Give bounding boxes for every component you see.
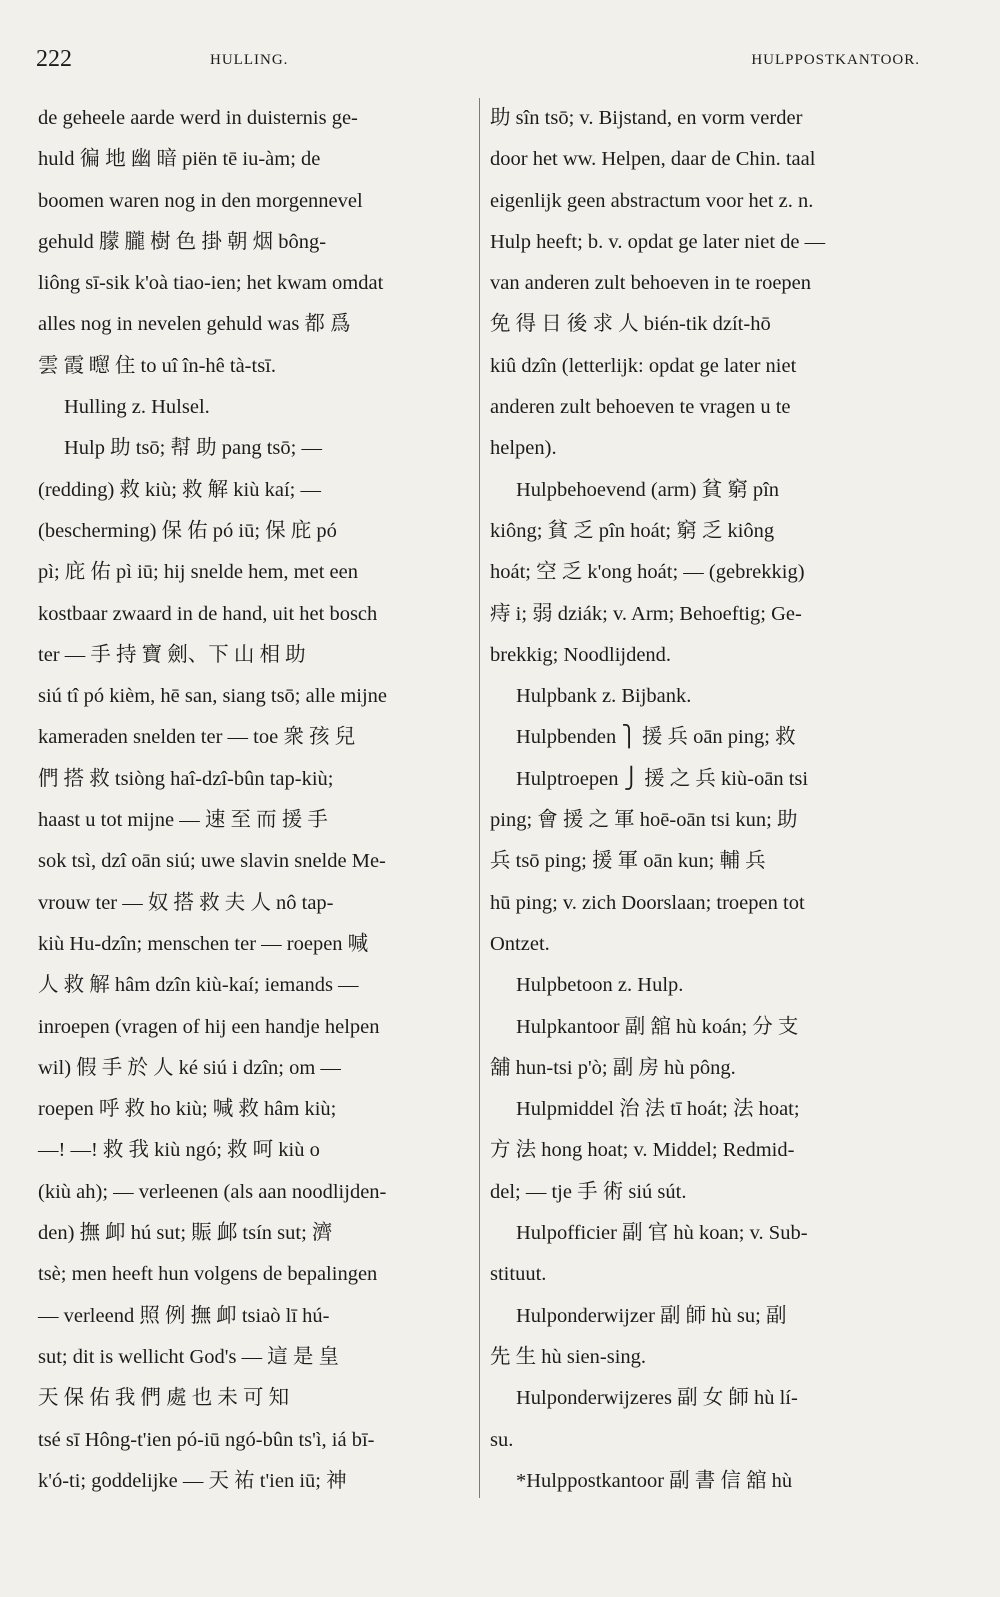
text-line: Hulpbank z. Bijbank.: [516, 685, 692, 708]
text-line: 方 法 hong hoat; v. Middel; Redmid-: [490, 1139, 795, 1162]
text-line: alles nog in nevelen gehuld was 都 爲: [38, 313, 351, 336]
text-line: vrouw ter — 奴 搭 救 夫 人 nô tap-: [38, 891, 334, 914]
text-line: 人 救 解 hâm dzîn kiù-kaí; iemands —: [38, 974, 359, 997]
text-line: (redding) 救 kiù; 救 解 kiù kaí; —: [38, 478, 321, 501]
text-line: 天 保 佑 我 們 處 也 未 可 知: [38, 1387, 290, 1410]
column-divider: [479, 98, 480, 1498]
text-line: de geheele aarde werd in duisternis ge-: [38, 107, 358, 129]
text-line: siú tî pó kièm, hē san, siang tsō; alle mijne: [38, 685, 388, 708]
text-line: kameraden snelden ter — toe 衆 孩 兒: [38, 726, 356, 749]
text-line: haast u tot mijne — 速 至 而 援 手: [38, 809, 328, 832]
right-running-head: HULPPOSTKANTOOR.: [751, 52, 920, 68]
text-line: Ontzet.: [490, 932, 550, 955]
text-line: Hulpbehoevend (arm) 貧 窮 pîn: [516, 478, 780, 501]
text-line: — verleend 照 例 撫 卹 tsiaò lī hú-: [38, 1304, 330, 1327]
page-number: 222: [36, 46, 72, 72]
text-line: sut; dit is wellicht God's — 這 是 皇: [38, 1345, 339, 1368]
text-line: eigenlijk geen abstractum voor het z. n.: [490, 189, 814, 212]
text-line: hū ping; v. zich Doorslaan; troepen tot: [490, 891, 805, 914]
text-line: Hulponderwijzer 副 師 hù su; 副: [516, 1304, 787, 1327]
text-line: hoát; 空 乏 k'ong hoát; — (gebrekkig): [490, 561, 805, 584]
text-line: inroepen (vragen of hij een handje helpen: [38, 1015, 380, 1038]
text-line: stituut.: [490, 1263, 547, 1286]
text-line: ter — 手 持 寶 劍、下 山 相 助: [38, 643, 306, 666]
text-line: kiông; 貧 乏 pîn hoát; 窮 乏 kiông: [490, 519, 775, 542]
text-line: huld 徧 地 幽 暗 piën tē iu-àm; de: [38, 148, 321, 171]
text-line: anderen zult behoeven te vragen u te: [490, 396, 791, 419]
text-line: *Hulppostkantoor 副 書 信 舘 hù: [516, 1469, 793, 1492]
text-line: 舖 hun-tsi p'ò; 副 房 hù pông.: [490, 1056, 736, 1079]
text-line: brekkig; Noodlijdend.: [490, 643, 672, 666]
text-line: van anderen zult behoeven in te roepen: [490, 272, 812, 295]
text-line: su.: [490, 1428, 514, 1451]
text-line: den) 撫 卹 hú sut; 賑 䘏 tsín sut; 濟: [38, 1222, 333, 1245]
text-line: 助 sîn tsō; v. Bijstand, en vorm verder: [490, 107, 803, 129]
text-line: door het ww. Helpen, daar de Chin. taal: [490, 148, 816, 171]
text-line: k'ó-ti; goddelijke — 天 祐 t'ien iū; 神: [38, 1469, 347, 1492]
text-line: (bescherming) 保 佑 pó iū; 保 庇 pó: [38, 519, 337, 542]
text-line: pì; 庇 佑 pì iū; hij snelde hem, met een: [38, 561, 358, 584]
text-line: 先 生 hù sien-sing.: [490, 1345, 647, 1368]
text-line: Hulponderwijzeres 副 女 師 hù lí-: [516, 1387, 798, 1410]
text-line: 們 搭 救 tsiòng haî-dzî-bûn tap-kiù;: [38, 767, 334, 790]
running-header: [36, 46, 920, 76]
text-line: Hulp heeft; b. v. opdat ge later niet de —: [490, 230, 826, 253]
text-line: sok tsì, dzî oān siú; uwe slavin snelde Me-: [38, 850, 386, 873]
text-line: Hulling z. Hulsel.: [64, 396, 210, 419]
text-line: Hulpmiddel 治 法 tī hoát; 法 hoat;: [516, 1098, 800, 1121]
text-line: boomen waren nog in den morgennevel: [38, 189, 363, 212]
text-line: Hulpbenden ⎫ 援 兵 oān ping; 救: [516, 726, 796, 749]
text-line: 痔 i; 弱 dziák; v. Arm; Behoeftig; Ge-: [490, 602, 802, 625]
text-line: tsé sī Hông-t'ien pó-iū ngó-bûn ts'ì, iá bī-: [38, 1428, 375, 1451]
right-column: [490, 98, 930, 1502]
text-line: kostbaar zwaard in de hand, uit het bosch: [38, 602, 378, 625]
text-line: (kiù ah); — verleenen (als aan noodlijden-: [38, 1180, 387, 1203]
text-line: —! —! 救 我 kiù ngó; 救 呵 kiù o: [38, 1139, 320, 1162]
text-line: 兵 tsō ping; 援 軍 oān kun; 輔 兵: [490, 850, 766, 873]
text-line: 雲 霞 𥌐 住 to uî în-hê tà-tsī.: [38, 354, 277, 377]
text-line: gehuld 朦 朧 樹 色 掛 朝 烟 bông-: [38, 230, 327, 253]
text-line: wil) 假 手 於 人 ké siú i dzîn; om —: [38, 1056, 341, 1079]
left-running-head: HULLING.: [210, 52, 289, 68]
text-line: Hulpkantoor 副 舘 hù koán; 分 支: [516, 1015, 799, 1038]
text-line: del; — tje 手 術 siú sút.: [490, 1180, 687, 1203]
text-line: kiù Hu-dzîn; menschen ter — roepen 喊: [38, 932, 369, 955]
text-line: helpen).: [490, 437, 557, 460]
text-line: Hulpbetoon z. Hulp.: [516, 974, 684, 997]
text-line: Hulp 助 tsō; 幇 助 pang tsō; —: [64, 437, 322, 460]
text-line: liông sī-sik k'oà tiao-ien; het kwam omdat: [38, 272, 384, 295]
text-line: Hulpofficier 副 官 hù koan; v. Sub-: [516, 1222, 808, 1245]
text-line: 免 得 日 後 求 人 bién-tik dzít-hō: [490, 313, 771, 336]
text-line: Hulptroepen ⎭ 援 之 兵 kiù-oān tsi: [516, 767, 809, 790]
text-line: tsè; men heeft hun volgens de bepalingen: [38, 1263, 378, 1286]
left-column: [38, 98, 468, 1502]
text-line: kiû dzîn (letterlijk: opdat ge later niet: [490, 354, 797, 377]
text-line: ping; 會 援 之 軍 hoē-oān tsi kun; 助: [490, 809, 798, 832]
text-line: roepen 呼 救 ho kiù; 喊 救 hâm kiù;: [38, 1098, 337, 1121]
